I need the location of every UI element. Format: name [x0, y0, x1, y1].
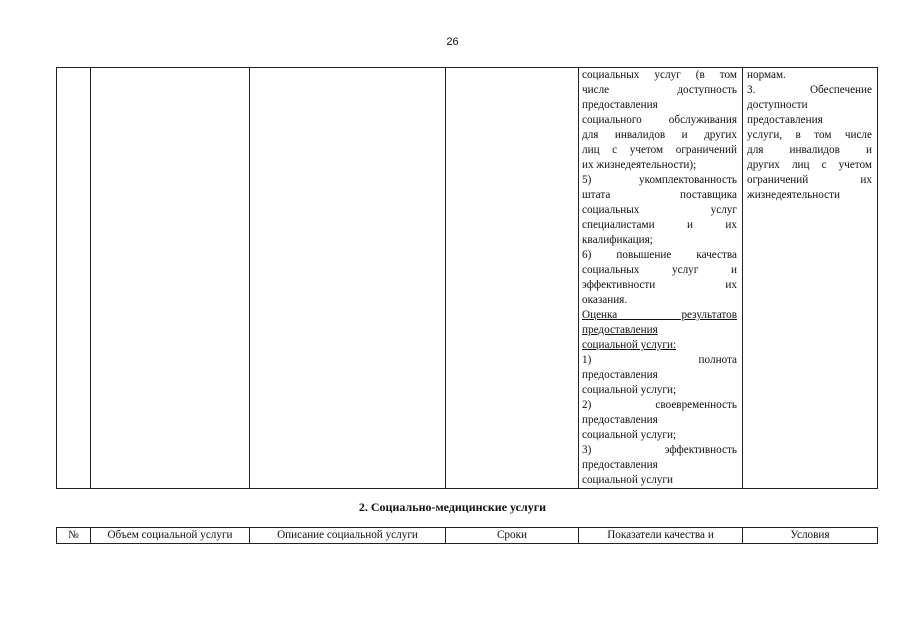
text-line: социальной услуги:	[582, 339, 677, 351]
header-number: №	[57, 528, 91, 544]
text-line: других лиц с учетом	[747, 159, 872, 171]
text-line: квалификация;	[582, 234, 653, 246]
terms-cell	[446, 68, 579, 489]
quality-indicators-cell	[579, 68, 743, 489]
text-line: штата поставщика	[582, 189, 737, 201]
text-line: 1) полнота	[582, 354, 737, 366]
text-line: специалистами и их	[582, 219, 737, 231]
text-line: 2) своевременность	[582, 399, 737, 411]
conditions-cell	[743, 68, 878, 489]
text-line: услуги, в том числе	[747, 129, 872, 141]
header-quality-indicators: Показатели качества и	[579, 528, 743, 544]
description-cell	[250, 68, 446, 489]
header-conditions: Условия	[743, 528, 878, 544]
text-line: числе доступность	[582, 84, 737, 96]
page-number: 26	[446, 36, 459, 48]
text-line: социальных услуг и	[582, 264, 737, 276]
text-line: социальных услуг (в том	[582, 69, 737, 81]
continued-services-table	[56, 67, 878, 489]
text-line: 3) эффективность	[582, 444, 737, 456]
text-line: эффективности их	[582, 279, 737, 291]
header-volume: Объем социальной услуги	[91, 528, 250, 544]
header-terms: Сроки	[446, 528, 579, 544]
text-line: предоставления	[582, 324, 658, 336]
text-line: предоставления	[582, 414, 658, 426]
text-line: предоставления	[582, 369, 658, 381]
text-line: Оценка результатов	[582, 309, 737, 321]
table-row	[57, 68, 878, 489]
text-line: лиц с учетом ограничений	[582, 144, 737, 156]
volume-cell	[91, 68, 250, 489]
text-line: 5) укомплектованность	[582, 174, 737, 186]
text-line: 3. Обеспечение	[747, 84, 872, 96]
text-line: предоставления	[582, 99, 658, 111]
section-title: 2. Социально-медицинские услуги	[358, 500, 547, 514]
text-line: для инвалидов и	[747, 144, 872, 156]
text-line: социальных услуг	[582, 204, 737, 216]
text-line: нормам.	[747, 69, 786, 81]
number-cell	[57, 68, 91, 489]
text-line: их жизнедеятельности);	[582, 159, 697, 171]
text-line: ограничений их	[747, 174, 872, 186]
text-line: социальной услуги	[582, 474, 673, 486]
header-description: Описание социальной услуги	[250, 528, 446, 544]
social-medical-services-table	[56, 527, 878, 544]
text-line: оказания.	[582, 294, 628, 306]
text-line: социального обслуживания	[582, 114, 737, 126]
text-line: 6) повышение качества	[582, 249, 737, 261]
text-line: доступности	[747, 99, 808, 111]
text-line: социальной услуги;	[582, 429, 677, 441]
table-header-row	[57, 528, 878, 544]
text-line: для инвалидов и других	[582, 129, 737, 141]
text-line: жизнедеятельности	[747, 189, 840, 201]
text-line: социальной услуги;	[582, 384, 677, 396]
text-line: предоставления	[582, 459, 658, 471]
text-line: предоставления	[747, 114, 823, 126]
